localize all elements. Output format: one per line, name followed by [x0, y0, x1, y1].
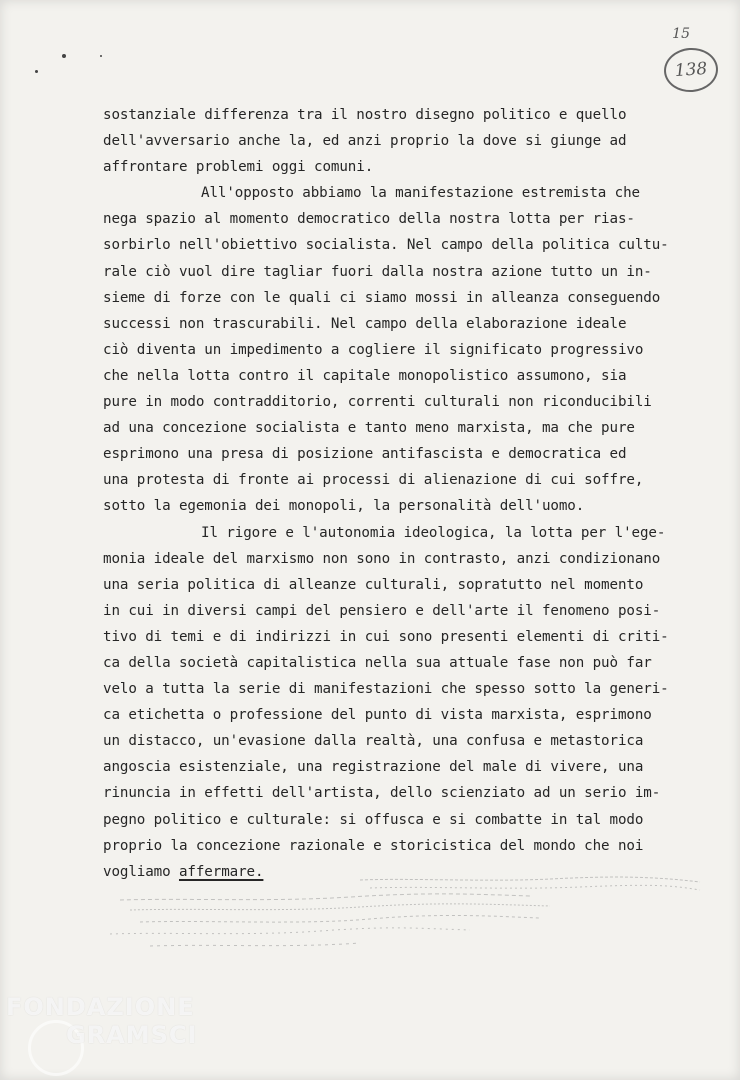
- text-line: sieme di forze con le quali ci siamo mossi in alleanza conseguendo: [103, 289, 661, 306]
- archive-number: 138: [674, 58, 708, 82]
- text-line: un distacco, un'evasione dalla realtà, una confusa e metastorica: [103, 733, 644, 750]
- text-line: ad una concezione socialista e tanto meno marxista, ma che pure: [103, 420, 635, 437]
- ink-speck: [100, 55, 102, 57]
- watermark-line2: GRAMSCI: [66, 1021, 198, 1049]
- paragraph-start-line: Il rigore e l'autonomia ideologica, la lotta per l'ege-: [201, 524, 666, 541]
- ink-speck: [35, 70, 38, 73]
- text-line: in cui in diversi campi del pensiero e dell'arte il fenomeno posi-: [103, 602, 661, 619]
- text-line: rale ciò vuol dire tagliar fuori dalla nostra azione tutto un in-: [103, 263, 652, 280]
- text-line: ca etichetta o professione del punto di vista marxista, esprimono: [103, 707, 652, 724]
- text-line: una seria politica di alleanze culturali, sopratutto nel momento: [103, 576, 644, 593]
- underlined-word: affermare.: [178, 863, 264, 880]
- text-line: pure in modo contradditorio, correnti culturali non riconducibili: [103, 394, 652, 411]
- text-line: una protesta di fronte ai processi di alienazione di cui soffre,: [103, 472, 644, 489]
- text-line: esprimono una presa di posizione antifascista e democratica ed: [103, 446, 627, 463]
- foundation-watermark: [6, 995, 197, 1047]
- paragraph-start-line: All'opposto abbiamo la manifestazione estremista che: [201, 185, 640, 202]
- archive-number-stamp: [663, 46, 720, 94]
- watermark-line1: FONDAZIONE: [6, 993, 195, 1021]
- faded-ink-smudge: [110, 870, 710, 970]
- text-line: ca della società capitalistica nella sua attuale fase non può far: [103, 654, 652, 671]
- text-line: velo a tutta la serie di manifestazioni che spesso sotto la generi-: [103, 681, 669, 698]
- text-line: successi non trascurabili. Nel campo della elaborazione ideale: [103, 315, 627, 332]
- final-line-prefix: vogliamo: [103, 863, 179, 880]
- text-line: pegno politico e culturale: si offusca e si combatte in tal modo: [103, 811, 644, 828]
- ink-speck: [62, 54, 66, 58]
- typewritten-body: [103, 102, 703, 885]
- text-line: proprio la concezione razionale e storicistica del mondo che noi: [103, 837, 644, 854]
- text-line: rinuncia in effetti dell'artista, dello scienziato ad un serio im-: [103, 785, 661, 802]
- text-line: sostanziale differenza tra il nostro disegno politico e quello: [103, 107, 627, 123]
- text-line: dell'avversario anche la, ed anzi proprio la dove si giunge ad: [103, 133, 627, 150]
- text-line: sotto la egemonia dei monopoli, la personalità dell'uomo.: [103, 498, 585, 515]
- page-number: 15: [672, 26, 690, 42]
- text-line: ciò diventa un impedimento a cogliere il significato progressivo: [103, 341, 644, 358]
- text-line: monia ideale del marxismo non sono in contrasto, anzi condizionano: [103, 550, 661, 567]
- text-line: sorbirlo nell'obiettivo socialista. Nel campo della politica cultu-: [103, 237, 669, 254]
- text-line: affrontare problemi oggi comuni.: [103, 159, 374, 176]
- text-line: che nella lotta contro il capitale monopolistico assumono, sia: [103, 367, 627, 384]
- text-line: tivo di temi e di indirizzi in cui sono presenti elementi di criti-: [103, 628, 669, 645]
- text-line: angoscia esistenziale, una registrazione del male di vivere, una: [103, 759, 644, 776]
- text-line: nega spazio al momento democratico della nostra lotta per rias-: [103, 211, 635, 228]
